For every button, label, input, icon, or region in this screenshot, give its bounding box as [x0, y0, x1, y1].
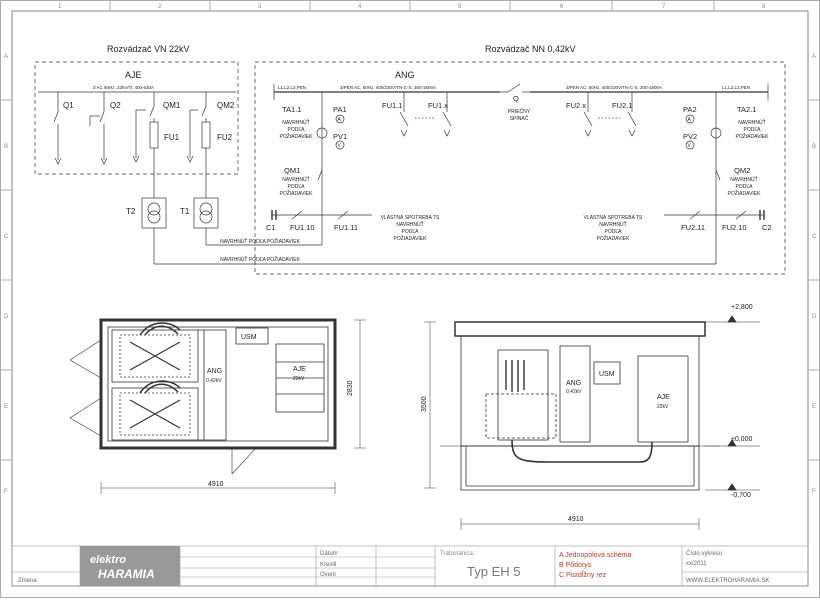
label-qm2-nn: QM2: [734, 166, 751, 175]
row-mark: C: [4, 234, 9, 240]
station-type: Typ EH 5: [467, 564, 521, 579]
vlastna-right: POŽIADAVIEK: [596, 236, 630, 242]
navrh-line-1: NAVRHNÚŤ PODĽA POŽIADAVIEK: [220, 239, 300, 245]
plan-ang-label: ANG: [207, 368, 223, 375]
label-c2: C2: [762, 223, 772, 232]
label-pv1: PV1: [333, 132, 348, 141]
svg-text:A: A: [337, 117, 341, 123]
level-bottom: -0,700: [731, 492, 751, 499]
datum-label: Dátum: [320, 551, 338, 557]
label-qm2: QM2: [217, 101, 235, 110]
vn-title: Rozvádzač VN 22kV: [107, 44, 190, 54]
plan-depth-value: 2830: [347, 380, 354, 396]
aje-label: AJE: [125, 70, 142, 80]
label-fu211: FU2.11: [681, 223, 706, 232]
label-fu11: FU1.1: [382, 101, 403, 110]
svg-text:V: V: [687, 143, 691, 149]
row-mark: F: [812, 489, 816, 495]
content-a: A Jednopólová schéma: [559, 552, 632, 559]
q-desc: SPÍNAČ: [509, 116, 529, 122]
col-mark: 2: [158, 4, 162, 10]
content-b: B Pôdorys: [559, 562, 592, 569]
row-mark: E: [4, 404, 9, 410]
cislo-value: xx/2011: [686, 561, 707, 567]
label-t2: T2: [126, 207, 136, 216]
row-mark: D: [812, 314, 817, 320]
col-mark: 8: [762, 4, 766, 10]
vlastna-right: NAVRHNÚŤ: [599, 222, 627, 228]
overil-label: Overil: [320, 572, 336, 578]
note-navrh: NAVRHNÚŤ: [282, 177, 310, 183]
note-navrh: NAVRHNÚŤ: [738, 120, 766, 126]
label-c1: C1: [266, 223, 276, 232]
label-fu210: FU2.10: [722, 223, 747, 232]
label-pa2: PA2: [683, 105, 697, 114]
note-navrh: PODĽA: [287, 184, 305, 190]
section-ang-label: ANG: [566, 380, 582, 387]
bus-left-label: L1,L2,L3,PEN: [278, 85, 307, 90]
row-mark: D: [4, 314, 9, 320]
svg-text:V: V: [337, 143, 341, 149]
row-mark: A: [812, 54, 817, 60]
section-aje-sub: 22kV: [657, 404, 669, 410]
note-navrh: PODĽA: [743, 127, 761, 133]
note-navrh: POŽIADAVIEK: [727, 191, 761, 197]
label-ta11: TA1.1: [282, 105, 302, 114]
label-q1: Q1: [63, 101, 74, 110]
plan-ang-sub: 0,42kV: [206, 378, 222, 384]
svg-text:A: A: [687, 117, 691, 123]
section-width-value: 4910: [568, 516, 584, 523]
website: WWW.ELEKTROHARAMIA.SK: [686, 578, 770, 584]
label-fu110: FU1.10: [290, 223, 315, 232]
vlastna-left: PODĽA: [401, 229, 419, 235]
vlastna-left: POŽIADAVIEK: [393, 236, 427, 242]
row-mark: F: [4, 489, 8, 495]
note-navrh: NAVRHNÚŤ: [730, 177, 758, 183]
section-usm-label: USM: [599, 371, 615, 378]
section-aje-label: AJE: [657, 394, 670, 401]
aje-spec: 3 AC 50Hz, 22kV/IT, 400-630A: [93, 85, 155, 90]
plan-width-value: 4910: [208, 481, 224, 488]
ang-spec-right: 3/PEN AC, 50Hz, 400/230V/TN-C-S, 300-1600A: [566, 85, 663, 90]
col-mark: 6: [560, 4, 564, 10]
note-navrh: NAVRHNÚŤ: [282, 120, 310, 126]
logo-top: elektro: [90, 554, 127, 566]
cislo-label: Číslo výkresu: [686, 551, 723, 557]
label-fu111: FU1.11: [334, 223, 359, 232]
label-t1: T1: [180, 207, 190, 216]
label-fu2x: FU2.x: [566, 101, 587, 110]
row-mark: B: [4, 144, 9, 150]
ang-label: ANG: [395, 70, 415, 80]
plan-aje-sub: 22kV: [293, 376, 305, 382]
note-navrh: PODĽA: [735, 184, 753, 190]
label-pv2: PV2: [683, 132, 698, 141]
col-mark: 4: [358, 4, 362, 10]
level-zero: ±0,000: [731, 436, 753, 443]
label-q2: Q2: [110, 101, 121, 110]
navrh-line-2: NAVRHNÚŤ PODĽA POŽIADAVIEK: [220, 257, 300, 263]
col-mark: 5: [458, 4, 462, 10]
content-c: C Pozdĺžny rez: [559, 572, 607, 579]
row-mark: C: [812, 234, 817, 240]
zmena-label: Zmena: [18, 578, 37, 584]
plan-aje-label: AJE: [293, 366, 306, 373]
nn-title: Rozvádzač NN 0,42kV: [485, 44, 576, 54]
plan-usm-label: USM: [241, 334, 257, 341]
label-q: Q: [513, 94, 519, 103]
vlastna-left: NAVRHNÚŤ: [396, 222, 424, 228]
bus-right-label: L1,L2,L3,PEN: [722, 85, 751, 90]
note-navrh: POŽIADAVIEK: [279, 134, 313, 140]
row-mark: A: [4, 54, 9, 60]
label-fu21: FU2.1: [612, 101, 633, 110]
row-mark: B: [812, 144, 817, 150]
note-navrh: POŽIADAVIEK: [279, 191, 313, 197]
level-top: +2,800: [731, 304, 753, 311]
col-mark: 3: [258, 4, 262, 10]
trafostanica-label: Trafostanica:: [440, 551, 475, 557]
col-mark: 7: [662, 4, 666, 10]
ang-spec-left: 3/PEN AC, 50Hz, 400/230V/TN-C-S, 300-1600A: [340, 85, 437, 90]
label-qm1-nn: QM1: [284, 166, 301, 175]
label-pa1: PA1: [333, 105, 347, 114]
label-qm1: QM1: [163, 101, 181, 110]
label-fu1x: FU1.x: [428, 101, 449, 110]
q-desc: PRIEČNY: [507, 109, 531, 115]
outer-frame: [1, 1, 820, 598]
label-fu1: FU1: [164, 133, 180, 142]
label-fu2: FU2: [217, 133, 233, 142]
section-ang-sub: 0,42kV: [566, 389, 582, 395]
label-ta21: TA2.1: [737, 105, 757, 114]
section-height-value: 3500: [421, 396, 428, 412]
vlastna-left: VLASTNÁ SPOTREBA TS: [380, 215, 440, 221]
vlastna-right: PODĽA: [604, 229, 622, 235]
note-navrh: POŽIADAVIEK: [735, 134, 769, 140]
col-mark: 1: [58, 4, 62, 10]
note-navrh: PODĽA: [287, 127, 305, 133]
logo-bottom: HARAMIA: [98, 567, 155, 581]
row-mark: E: [812, 404, 817, 410]
kreslil-label: Kreslil: [320, 562, 337, 568]
vlastna-right: VLASTNÁ SPOTREBA TS: [583, 215, 643, 221]
